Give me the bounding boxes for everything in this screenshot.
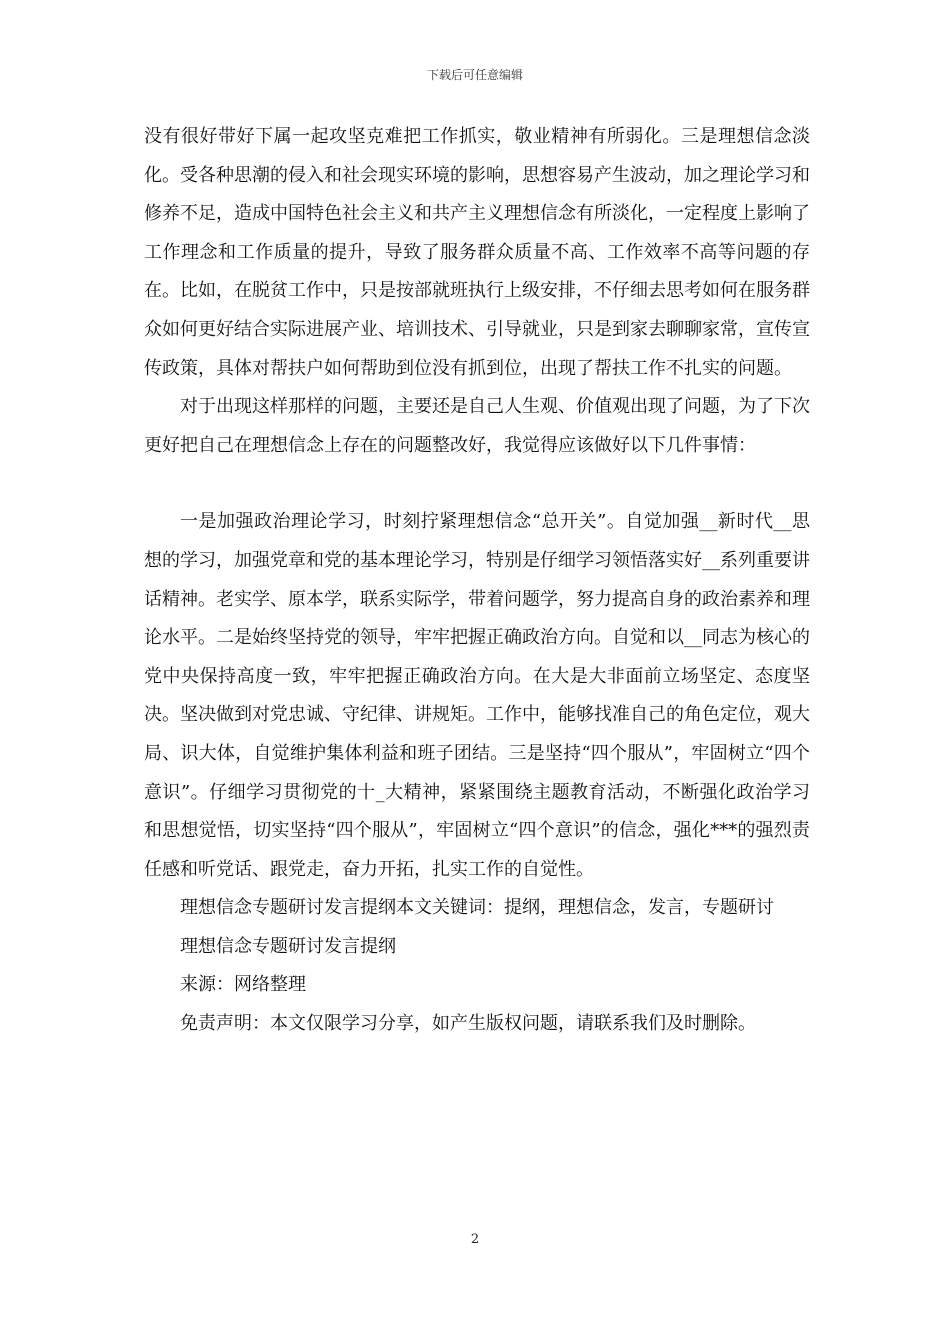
page-number: 2 bbox=[470, 1232, 480, 1247]
paragraph-3: 一是加强政治理论学习，时刻拧紧理想信念“总开关”。自觉加强__新时代__思想的学习，加强党章和党的基本理论学习，特别是仔细学习领悟落实好__系列重要讲话精神。老实学、原本学，联系实际学，带着问题学，努力提高自身的政治素养和理论水平。二是始终坚持党的领导，牢牢把握正确政治方向。自觉和以__同志为核心的党中央保持高度一致，牢牢把握正确政治方向。在大是大非面前立场坚定、态度坚决。坚决做到对党忠诚、守纪律、讲规矩。工作中，能够找准自己的角色定位，观大局、识大体，自觉维护集体利益和班子团结。三是坚持“四个服从”，牢固树立“四个意识”。仔细学习贯彻党的十_大精神，紧紧围绕主题教育活动，不断强化政治学习和思想觉悟，切实坚持“四个服从”，牢固树立“四个意识”的信念，强化***的强烈责任感和听党话、跟党走，奋力开拓，扎实工作的自觉性。 bbox=[144, 511, 810, 880]
document-body bbox=[144, 118, 810, 1044]
paragraph-1: 没有很好带好下属一起攻坚克难把工作抓实，敬业精神有所弱化。三是理想信念淡化。受各种思潮的侵入和社会现实环境的影响，思想容易产生波动，加之理论学习和修养不足，造成中国特色社会主义和共产主义理想信念有所淡化，一定程度上影响了工作理念和工作质量的提升，导致了服务群众质量不高、工作效率不高等问题的存在。比如，在脱贫工作中，只是按部就班执行上级安排，不仔细去思考如何在服务群众如何更好结合实际进展产业、培训技术、引导就业，只是到家去聊聊家常，宣传宣传政策，具体对帮扶户如何帮助到位没有抓到位，出现了帮扶工作不扎实的问题。 bbox=[144, 126, 810, 379]
paragraph-spacer bbox=[144, 465, 810, 503]
disclaimer-line: 免责声明：本文仅限学习分享，如产生版权问题，请联系我们及时删除。 bbox=[180, 1013, 756, 1035]
source-line: 来源：网络整理 bbox=[180, 974, 306, 996]
keywords-line: 理想信念专题研讨发言提纲本文关键词：提纲，理想信念，发言，专题研讨 bbox=[180, 897, 774, 919]
page-header: 下载后可任意编辑 bbox=[426, 68, 523, 82]
title-line: 理想信念专题研讨发言提纲 bbox=[180, 935, 396, 957]
paragraph-2: 对于出现这样那样的问题，主要还是自己人生观、价值观出现了问题，为了下次更好把自己在理想信念上存在的问题整改好，我觉得应该做好以下几件事情： bbox=[144, 396, 810, 456]
